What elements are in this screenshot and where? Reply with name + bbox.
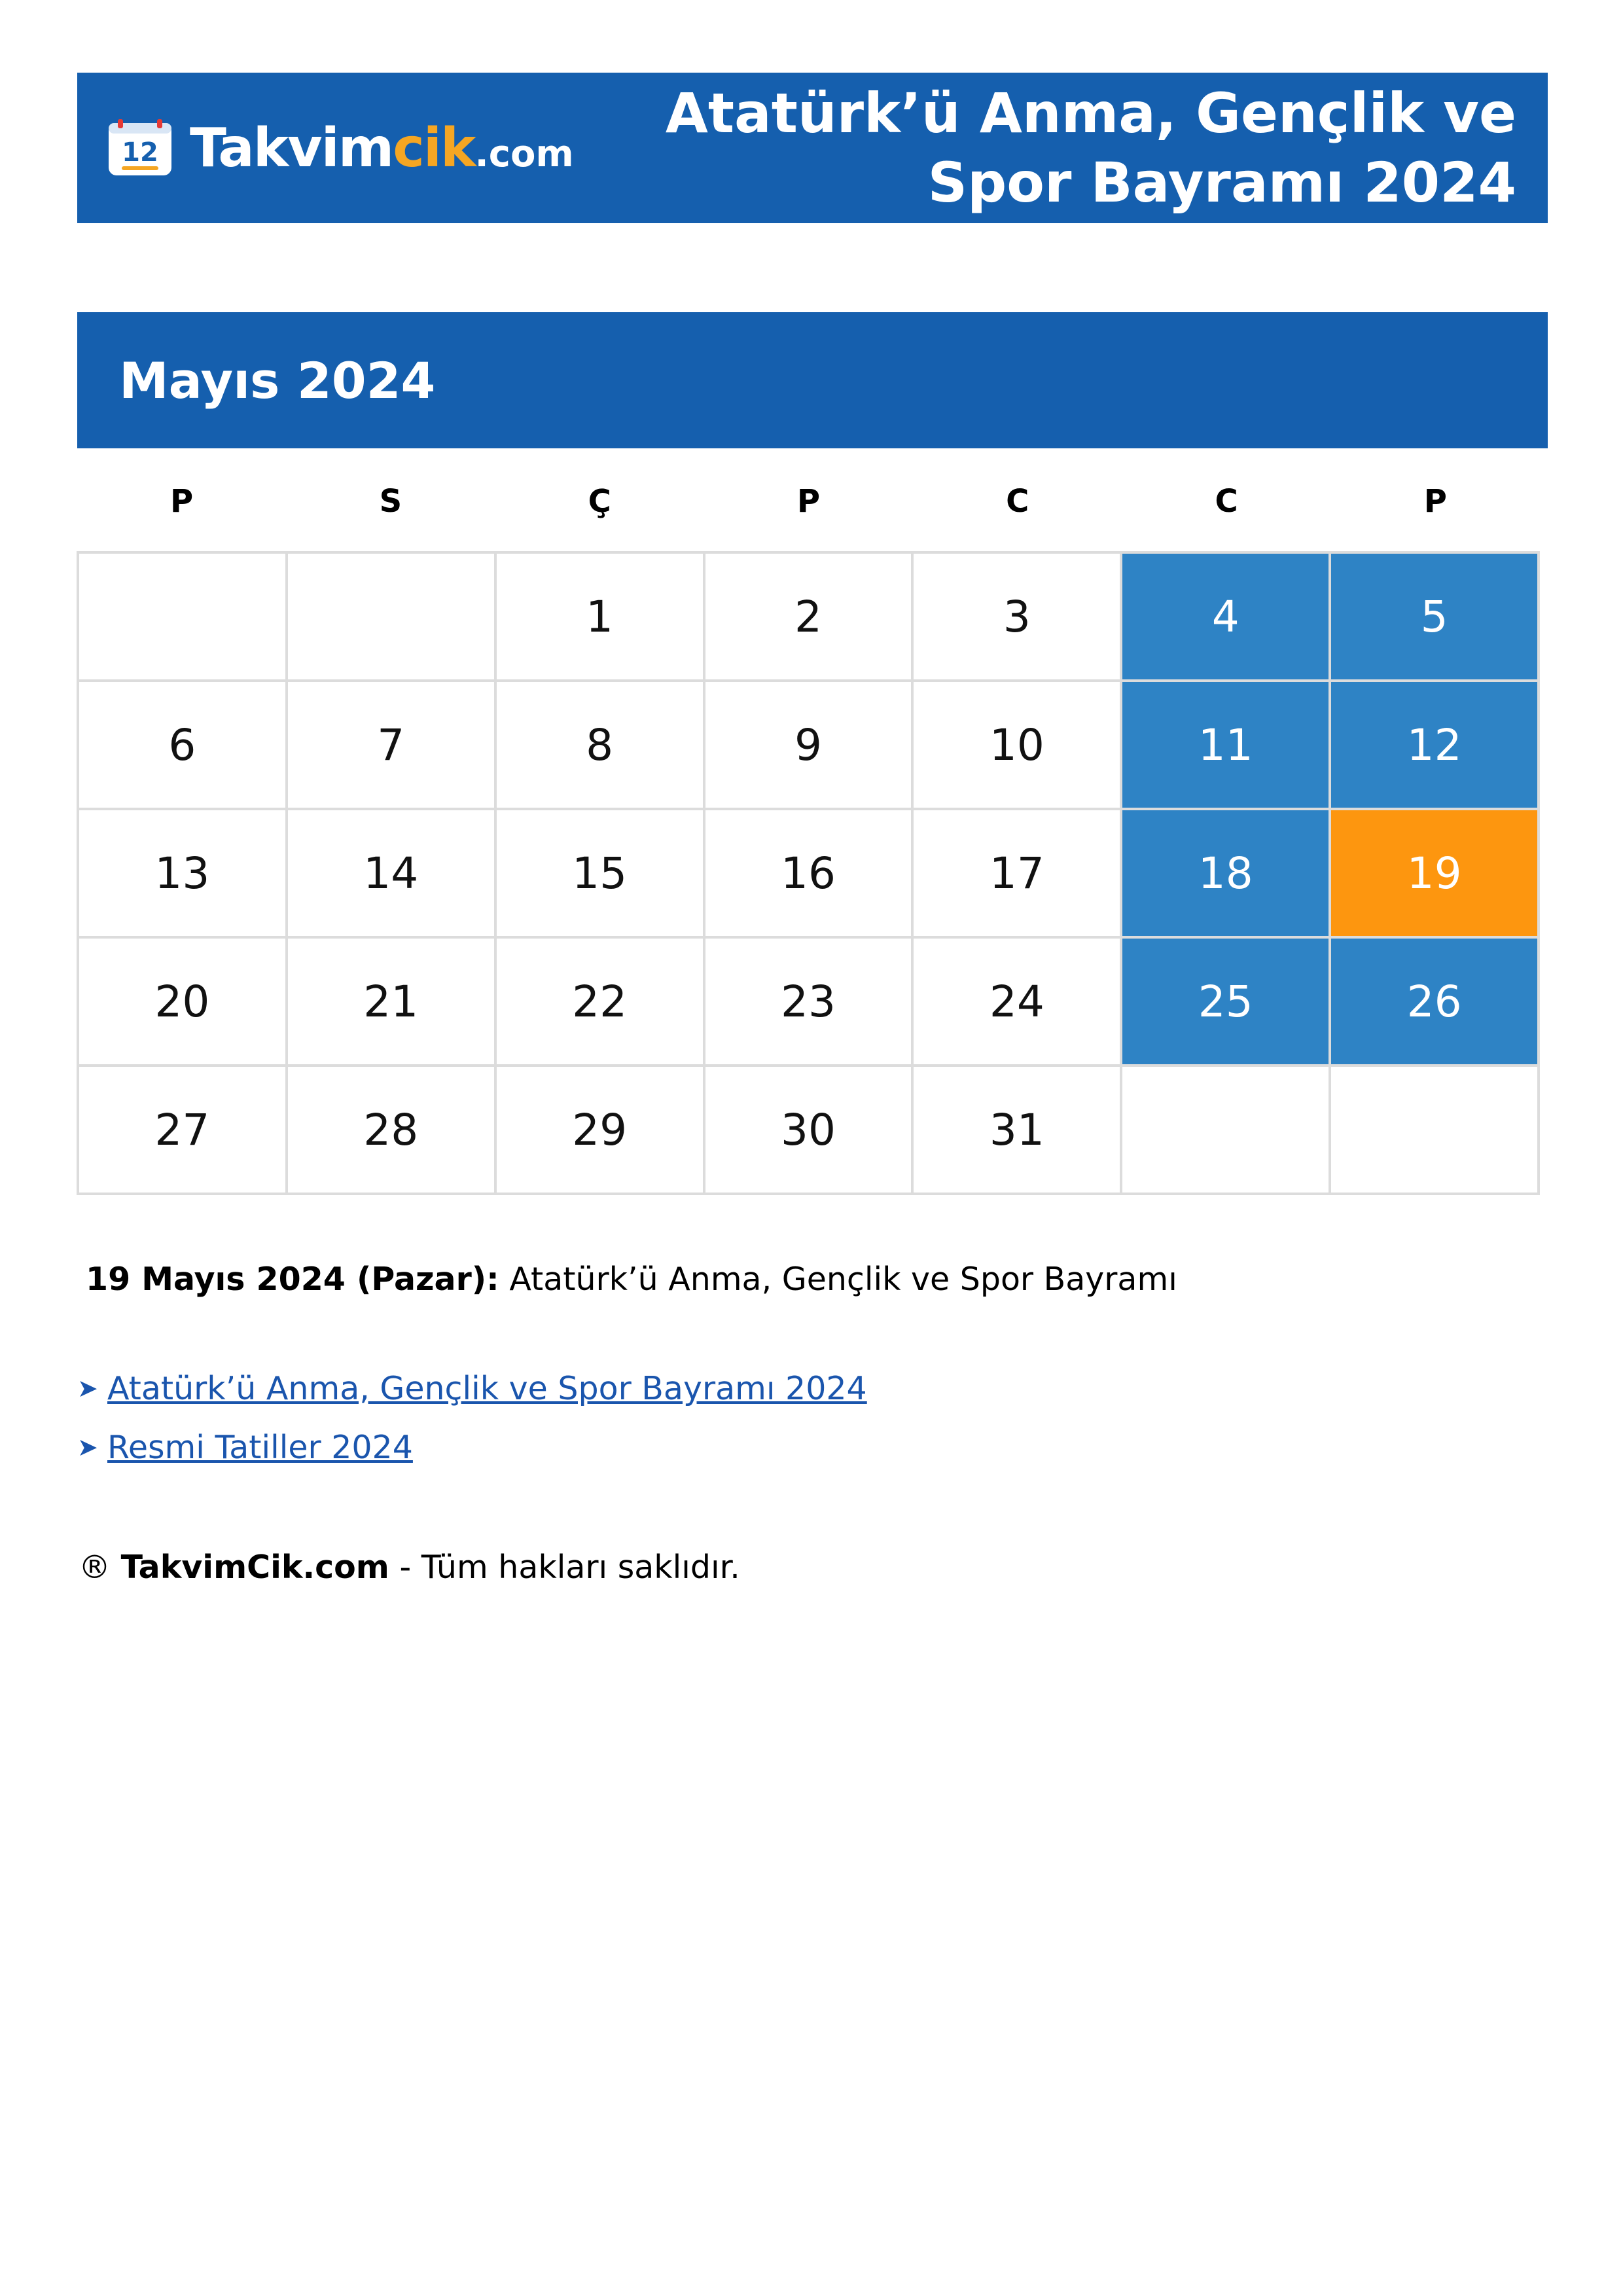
page-title: Atatürk’ü Anma, Gençlik ve Spor Bayramı 2024 [665, 81, 1516, 215]
day-cell: 3 [914, 554, 1122, 682]
site-logo[interactable] [105, 117, 574, 179]
day-cell: 26 [1331, 939, 1540, 1067]
day-cell: 20 [79, 939, 288, 1067]
footer-brand: TakvimCik.com [120, 1549, 389, 1586]
day-cell: 8 [497, 682, 705, 810]
day-cell: 4 [1122, 554, 1331, 682]
logo-brand-accent: cik [393, 117, 475, 179]
related-link[interactable]: Atatürk’ü Anma, Gençlik ve Spor Bayramı 2024 [107, 1369, 867, 1407]
logo-brand-main: Takvim [190, 117, 393, 179]
day-cell: 9 [705, 682, 914, 810]
weekday-header: P [170, 483, 194, 520]
day-cell: 16 [705, 810, 914, 939]
day-cell: 23 [705, 939, 914, 1067]
holiday-note [86, 1257, 1177, 1302]
logo-wordmark [190, 117, 574, 179]
day-cell: 31 [914, 1067, 1122, 1195]
registered-symbol: ® [79, 1549, 111, 1586]
related-links [77, 1359, 867, 1477]
day-cell: 25 [1122, 939, 1331, 1067]
day-cell: 10 [914, 682, 1122, 810]
weekday-header: Ç [588, 483, 611, 520]
weekday-header: C [1006, 483, 1029, 520]
day-cell: 11 [1122, 682, 1331, 810]
link-row [77, 1359, 867, 1418]
day-cell: 7 [288, 682, 497, 810]
day-cell: 17 [914, 810, 1122, 939]
weekday-header: P [1423, 483, 1447, 520]
day-cell: 30 [705, 1067, 914, 1195]
day-cell: 5 [1331, 554, 1540, 682]
day-cell: 1 [497, 554, 705, 682]
calendar-logo-icon [105, 118, 175, 178]
arrow-right-icon: ➤ [77, 1433, 98, 1462]
day-cell: 19 [1331, 810, 1540, 939]
month-title: Mayıs 2024 [77, 312, 1548, 448]
copyright-footer [79, 1545, 740, 1590]
arrow-right-icon: ➤ [77, 1374, 98, 1403]
day-cell: 21 [288, 939, 497, 1067]
day-cell: 27 [79, 1067, 288, 1195]
holiday-note-description: Atatürk’ü Anma, Gençlik ve Spor Bayramı [509, 1261, 1177, 1298]
weekday-header: S [379, 483, 402, 520]
link-row [77, 1418, 867, 1477]
day-cell: 12 [1331, 682, 1540, 810]
empty-day-cell [288, 554, 497, 682]
weekday-header: P [796, 483, 821, 520]
day-cell: 29 [497, 1067, 705, 1195]
svg-text:12: 12 [122, 137, 158, 168]
holiday-note-date: 19 Mayıs 2024 (Pazar): [86, 1261, 499, 1298]
calendar-grid [77, 551, 1540, 1195]
day-cell: 6 [79, 682, 288, 810]
weekday-header: C [1215, 483, 1238, 520]
day-cell: 13 [79, 810, 288, 939]
empty-day-cell [79, 554, 288, 682]
footer-rights: - Tüm hakları saklıdır. [399, 1549, 740, 1586]
day-cell: 18 [1122, 810, 1331, 939]
empty-day-cell [1331, 1067, 1540, 1195]
day-cell: 2 [705, 554, 914, 682]
day-cell: 15 [497, 810, 705, 939]
empty-day-cell [1122, 1067, 1331, 1195]
day-cell: 24 [914, 939, 1122, 1067]
related-link[interactable]: Resmi Tatiller 2024 [107, 1428, 413, 1466]
weekday-header-row [77, 475, 1540, 528]
page-header [77, 73, 1548, 223]
day-cell: 22 [497, 939, 705, 1067]
logo-brand-suffix: .com [474, 132, 574, 175]
day-cell: 28 [288, 1067, 497, 1195]
day-cell: 14 [288, 810, 497, 939]
